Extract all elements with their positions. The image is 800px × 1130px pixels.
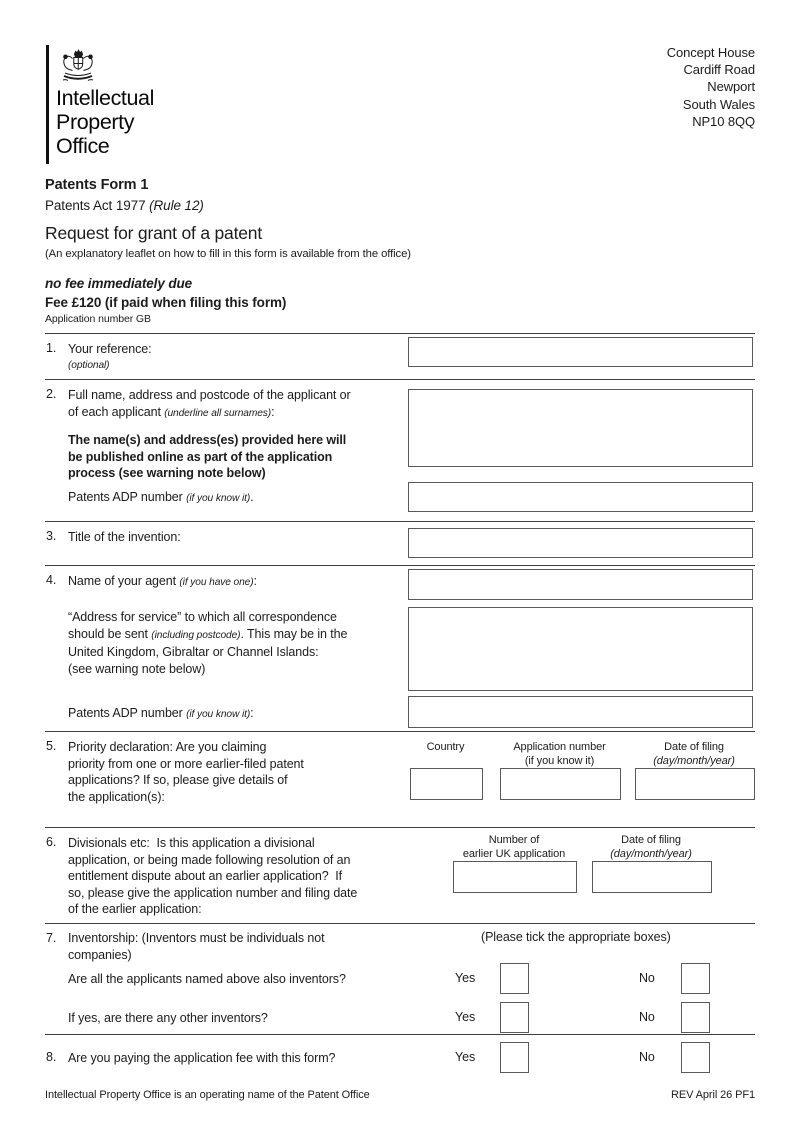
label-text: Patents ADP number <box>68 706 187 720</box>
divisional-date-of-filing-input-box[interactable] <box>592 861 712 893</box>
header-line-1: Number of <box>488 834 540 846</box>
label-text-end: : <box>253 574 257 588</box>
logo-vertical-rule <box>46 45 49 164</box>
q1-yes-checkbox[interactable] <box>500 963 529 994</box>
section-6-label: Divisionals etc: Is this application a divisional application, or being made following resolution of an entitlement dispute about an earlier application? If so, please give the application number and filing date of the earlier application: <box>68 836 358 916</box>
footer-revision: REV April 26 PF1 <box>671 1089 755 1101</box>
act-rule-italic: (Rule 12) <box>149 198 204 213</box>
label-note-italic: (including postcode) <box>151 629 241 641</box>
fee-line: Fee £120 (if paid when filing this form) <box>45 295 287 310</box>
logo-word-2: Property <box>56 110 135 134</box>
header-line-2-italic: (day/month/year) <box>653 754 735 767</box>
form-title: Patents Form 1 <box>45 177 149 193</box>
priority-country-input-box[interactable] <box>410 768 483 800</box>
question-1-label: Are all the applicants named above also inventors? <box>68 972 346 986</box>
application-number-column-header <box>495 741 624 768</box>
yes-label: Yes <box>455 1050 476 1064</box>
fee-no-checkbox[interactable] <box>681 1042 710 1073</box>
header-line-2-italic: (day/month/year) <box>610 847 692 860</box>
agent-adp-number-input-box[interactable] <box>408 696 753 728</box>
label-text: Full name, address and postcode of the applicant or of each applicant <box>68 388 351 419</box>
header-line-1: Date of filing <box>621 834 681 846</box>
section-5-priority-declaration <box>45 731 755 828</box>
header-line-1: Application number <box>513 741 606 753</box>
section-5-label: Priority declaration: Are you claiming priority from one or more earlier-filed patent applications? If so, please give details of the application(s): <box>68 740 304 804</box>
label-text: Name of your agent <box>68 574 180 588</box>
q1-no-checkbox[interactable] <box>681 963 710 994</box>
q2-yes-checkbox[interactable] <box>500 1002 529 1033</box>
header-line-1: Date of filing <box>664 741 724 753</box>
section-8-number: 8. <box>46 1050 57 1064</box>
label-text-end: . This may be in the United Kingdom, Gibraltar or Channel Islands: (see warning note below) <box>68 626 348 676</box>
section-6-divisionals <box>45 827 755 921</box>
act-text: Patents Act 1977 <box>45 198 150 213</box>
label-note-italic: (optional) <box>68 359 110 371</box>
label-note-italic: (if you know it) <box>186 709 251 720</box>
section-7-label: Inventorship: (Inventors must be individuals not companies) <box>68 931 325 962</box>
request-title: Request for grant of a patent <box>45 223 262 243</box>
application-number-label: Application number GB <box>45 313 151 325</box>
priority-application-number-input-box[interactable] <box>500 768 621 800</box>
label-note-italic: (if you have one) <box>179 577 254 588</box>
label-text-end: . <box>250 490 254 504</box>
section-4-number: 4. <box>46 573 57 587</box>
logo-word-1: Intellectual <box>56 86 154 110</box>
address-for-service-label <box>68 609 413 677</box>
agent-adp-number-label <box>68 705 413 724</box>
question-2-label: If yes, are there any other inventors? <box>68 1011 268 1025</box>
label-note-italic: (if you know it) <box>186 493 251 504</box>
adp-number-label <box>68 489 413 508</box>
label-text-end: : <box>271 404 275 419</box>
section-7-inventorship <box>45 923 755 1035</box>
ipo-logo-wordmark <box>56 86 154 158</box>
footer-operating-name: Intellectual Property Office is an operating name of the Patent Office <box>45 1089 370 1101</box>
section-1-number: 1. <box>46 341 57 355</box>
section-6-number: 6. <box>46 835 57 849</box>
header-line-2: (if you know it) <box>524 754 595 767</box>
section-1-reference <box>45 333 755 380</box>
date-of-filing-column-header <box>587 834 715 861</box>
applicant-details-input-box[interactable] <box>408 389 753 467</box>
applicant-adp-number-input-box[interactable] <box>408 482 753 512</box>
section-2-label <box>68 387 413 422</box>
no-label: No <box>639 1010 655 1024</box>
no-label: No <box>639 1050 655 1064</box>
country-column-header: Country <box>426 741 465 753</box>
date-of-filing-column-header <box>630 741 758 768</box>
section-2-applicant <box>45 379 755 522</box>
act-reference <box>45 198 204 213</box>
section-4-agent <box>45 565 755 732</box>
section-3-label: Title of the invention: <box>68 530 181 544</box>
label-text: Your reference: <box>68 342 152 356</box>
logo-word-3: Office <box>56 134 110 158</box>
no-fee-note: no fee immediately due <box>45 276 193 291</box>
section-8-label: Are you paying the application fee with this form? <box>68 1051 336 1065</box>
label-text-end: : <box>250 706 254 720</box>
label-text: “Address for service” to which all correspondence should be sent <box>68 610 337 641</box>
agent-name-input-box[interactable] <box>408 569 753 600</box>
reference-input-box[interactable] <box>408 337 753 367</box>
yes-label: Yes <box>455 1010 476 1024</box>
section-1-label <box>68 341 413 374</box>
royal-coat-of-arms-icon <box>57 46 99 91</box>
no-label: No <box>639 971 655 985</box>
section-2-number: 2. <box>46 387 57 401</box>
priority-date-of-filing-input-box[interactable] <box>635 768 755 800</box>
yes-label: Yes <box>455 971 476 985</box>
q2-no-checkbox[interactable] <box>681 1002 710 1033</box>
address-for-service-input-box[interactable] <box>408 607 753 691</box>
section-5-number: 5. <box>46 739 57 753</box>
explanatory-note: (An explanatory leaflet on how to fill in this form is available from the office) <box>45 248 411 260</box>
earlier-application-number-column-header <box>449 834 579 861</box>
publish-warning-note: The name(s) and address(es) provided here will be published online as part of the application process (see warning note below) <box>68 433 347 480</box>
office-address: Concept House Cardiff Road Newport South Wales NP10 8QQ <box>666 45 755 129</box>
fee-yes-checkbox[interactable] <box>500 1042 529 1073</box>
tick-boxes-note: (Please tick the appropriate boxes) <box>481 930 671 944</box>
section-7-number: 7. <box>46 931 57 945</box>
invention-title-input-box[interactable] <box>408 528 753 558</box>
label-note-italic: (underline all surnames) <box>164 407 272 419</box>
header-line-2: earlier UK application <box>462 847 566 860</box>
agent-name-label <box>68 573 413 592</box>
section-3-title-of-invention <box>45 521 755 566</box>
section-8-fee-payment <box>45 1034 755 1095</box>
section-3-number: 3. <box>46 529 57 543</box>
earlier-uk-application-number-input-box[interactable] <box>453 861 577 893</box>
label-text: Patents ADP number <box>68 490 187 504</box>
